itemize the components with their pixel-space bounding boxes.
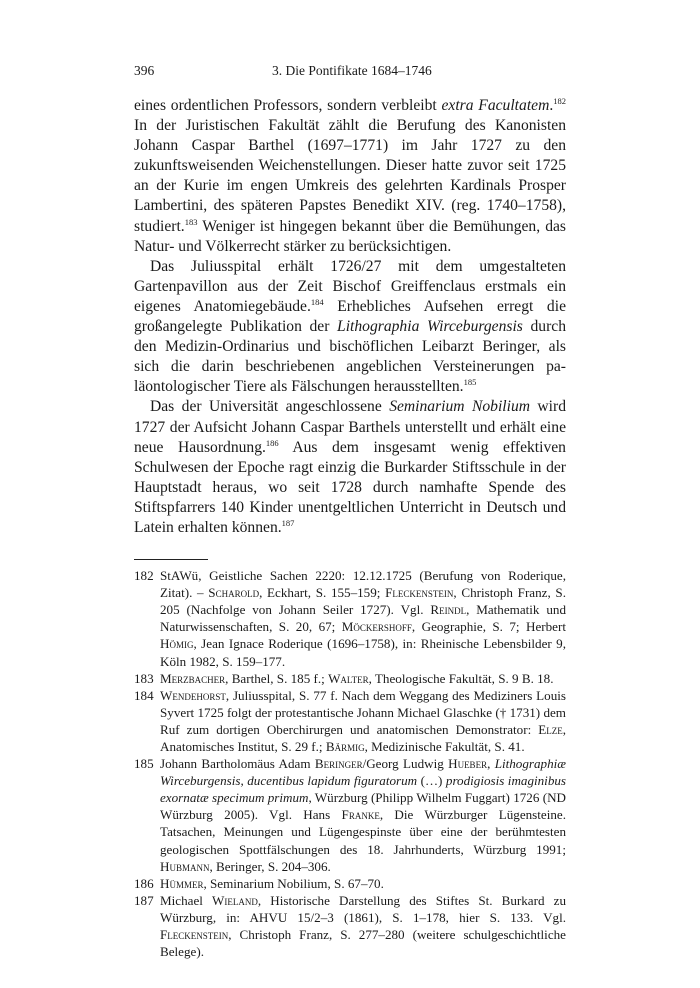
author-name: Hümmer bbox=[160, 875, 204, 891]
author-name: Fleckenstein bbox=[160, 927, 229, 943]
text-run: Das Juliusspital erhält 1726/27 mit dem umgestalteten Gartenpavillon aus der Zeit Bischof Greiffenclaus erstmals ein eigenes Anatomiegebäude. bbox=[134, 257, 566, 315]
italic-term: extra Facultatem bbox=[441, 97, 550, 114]
italic-title: prodigiosis imaginibus exornatæ specimum primum bbox=[160, 773, 567, 806]
footnote-185 bbox=[134, 755, 566, 875]
footnote-number: 182 bbox=[134, 568, 154, 584]
footnote-text bbox=[160, 670, 566, 687]
running-head bbox=[134, 62, 566, 80]
footnote-184 bbox=[134, 687, 566, 755]
text-run: In der Juristischen Fakultät zählt die Berufung des Kanonisten Johann Caspar Barthel (1697–1771) im Jahr 1727 zu den zukunftsweisenden Weichenstellungen. Dieser hatte zuvor seit 1725 an der Kurie im engen Umkreis des gelehrten Kardinals Prosper Lambertini, des späteren Papstes Benedikt XIV. (reg. 1740–1758), studiert. bbox=[134, 117, 566, 235]
author-name: Möckershoff bbox=[341, 619, 412, 635]
text-run: , Geographie, S. 7; Herbert bbox=[411, 619, 566, 635]
text-run: (…) bbox=[417, 773, 446, 789]
footnote-text bbox=[160, 875, 566, 892]
text-run: , Anatomisches Institut, S. 29 f.; bbox=[160, 721, 566, 754]
text-run: , Beringer, S. 204–306. bbox=[209, 858, 331, 874]
text-run: eines ordentlichen Professors, sondern verbleibt bbox=[134, 97, 442, 114]
footnote-ref-182[interactable]: 182 bbox=[553, 95, 566, 106]
book-page bbox=[134, 62, 566, 960]
main-text bbox=[134, 96, 566, 538]
text-run: Michael bbox=[160, 892, 213, 908]
italic-title: Lithographia Wirceburgensis bbox=[337, 318, 523, 336]
footnote-text bbox=[160, 687, 566, 755]
footnote-ref-183[interactable]: 183 bbox=[184, 216, 198, 227]
author-name: Scharold bbox=[208, 585, 260, 601]
footnote-ref-184[interactable]: 184 bbox=[310, 296, 324, 307]
text-run: , Jean Ignace Roderique (1696–1758), in: Rheinische Lebensbilder 9, Köln 1982, S. 159–177. bbox=[160, 636, 566, 669]
text-run: , Eckhart, S. 155–159; bbox=[259, 585, 386, 601]
author-name: Beringer bbox=[314, 756, 363, 772]
footnote-ref-187[interactable]: 187 bbox=[281, 517, 295, 528]
text-run: wird 1727 der Aufsicht Johann Caspar Barthels unterstellt und erhält eine neue Hausordnung. bbox=[134, 398, 566, 456]
text-run: StAWü, Geistliche Sachen 2220: 12.12.1725 (Berufung von Roderique, Zitat). – bbox=[160, 568, 566, 601]
text-run: Aus dem insgesamt wenig effektiven Schulwesen der Epoche ragt einzig die Burkarder Stiftsschule in der Hauptstadt heraus, wo seit 1728 durch namhafte Spende des Stiftspfarrers 140 Kinder unentgeltlichen Unterricht in Deutsch und Latein erhalten können. bbox=[134, 438, 566, 536]
author-name: Hömig bbox=[160, 636, 194, 652]
author-name: Elze bbox=[538, 721, 563, 737]
author-name: Franke bbox=[341, 807, 380, 823]
author-name: Wendehorst bbox=[160, 687, 226, 703]
text-run: Johann Bartholomäus Adam bbox=[160, 756, 315, 772]
footnote-number: 186 bbox=[134, 875, 154, 891]
text-run: , Barthel, S. 185 f.; bbox=[225, 670, 329, 686]
text-run: , Medizinische Fakultät, S. 41. bbox=[364, 739, 525, 754]
text-run: /Georg Ludwig bbox=[362, 756, 449, 772]
text-run: , Theologische Fakultät, S. 9 B. 18. bbox=[368, 670, 554, 686]
author-name: Bärmig bbox=[325, 739, 365, 754]
text-run: , Christoph Franz, S. 205 (Nachfolge von Johann Seiler 1727). Vgl. bbox=[160, 585, 566, 618]
text-run: , Mathematik und Naturwissenschaften, S. 20, 67; bbox=[160, 602, 566, 635]
footnotes bbox=[134, 567, 566, 960]
footnote-text bbox=[160, 567, 566, 670]
footnote-187 bbox=[134, 892, 566, 960]
text-run: , Würzburg (Philipp Wilhelm Fuggart) 1726 (ND Würzburg 2005). Vgl. Hans bbox=[160, 790, 566, 823]
page-number: 396 bbox=[134, 63, 155, 78]
text-run: . bbox=[549, 97, 554, 114]
paragraph bbox=[134, 257, 566, 398]
text-run: Das der Universität angeschlossene bbox=[150, 398, 390, 416]
author-name: Hueber bbox=[448, 756, 488, 772]
footnote-number: 185 bbox=[134, 756, 154, 772]
text-run: , Juliusspital, S. 77 f. Nach dem Weggang des Mediziners Louis Syvert 1725 folgt der protestantische Johann Michael Glaschke († 1731) dem Ruf zum dortigen Oberchirurgen und anatomischen Demonstrator: bbox=[160, 687, 566, 737]
text-run: Weniger ist hingegen bekannt über die Bemühungen, das Natur- und Völkerrecht stärker zu berücksichtigen. bbox=[134, 217, 566, 255]
footnote-186 bbox=[134, 875, 566, 892]
author-name: Fleckenstein bbox=[385, 585, 454, 601]
footnote-number: 184 bbox=[134, 687, 154, 703]
italic-term: Seminarium Nobilium bbox=[389, 398, 531, 416]
author-name: Reindl bbox=[430, 602, 467, 618]
text-run: , Historische Darstellung des Stiftes St. Burkard zu Würzburg, in: AHVU 15/2–3 (1861), S. 1–178, hier S. 133. Vgl. bbox=[160, 892, 566, 925]
footnote-183 bbox=[134, 670, 566, 687]
text-run: , bbox=[487, 756, 495, 772]
footnote-number: 187 bbox=[134, 892, 154, 908]
text-run: Erhebliches Aufsehen erregt die großangelegte Publikation der bbox=[134, 297, 566, 336]
footnote-ref-185[interactable]: 185 bbox=[463, 377, 477, 388]
text-run: durch den Medizin-Ordinarius und bischöflichen Leibarzt Beringer, als sich die darin beschriebenen angeblichen Versteinerungen paläontologischer Tiere als Fälschungen herausstellten. bbox=[134, 318, 566, 396]
footnote-separator bbox=[134, 559, 208, 560]
text-run: , Seminarium Nobilium, S. 67–70. bbox=[203, 875, 384, 891]
italic-title: Lithographiæ Wirceburgensis, ducentibus lapidum figuratorum bbox=[160, 756, 566, 789]
footnote-ref-186[interactable]: 186 bbox=[265, 437, 279, 448]
footnote-182 bbox=[134, 567, 566, 670]
text-run: , Die Würzburger Lügensteine. Tatsachen, Meinungen und Lügengespinste über eine der berühmtesten geologischen Spottfälschungen des 18. Jahrhunderts, Würzburg 1991; bbox=[160, 807, 566, 857]
text-run: , Christoph Franz, S. 277–280 (weitere schulgeschichtliche Belege). bbox=[160, 927, 566, 960]
paragraph bbox=[134, 96, 566, 257]
author-name: Walter bbox=[328, 670, 369, 686]
footnote-number: 183 bbox=[134, 670, 154, 686]
footnote-text bbox=[160, 755, 566, 875]
paragraph bbox=[134, 397, 566, 538]
footnote-text bbox=[160, 892, 566, 960]
running-title: 3. Die Pontifikate 1684–1746 bbox=[272, 63, 432, 78]
author-name: Merzbacher bbox=[160, 670, 226, 686]
author-name: Hubmann bbox=[160, 858, 210, 874]
author-name: Wieland bbox=[212, 892, 258, 908]
